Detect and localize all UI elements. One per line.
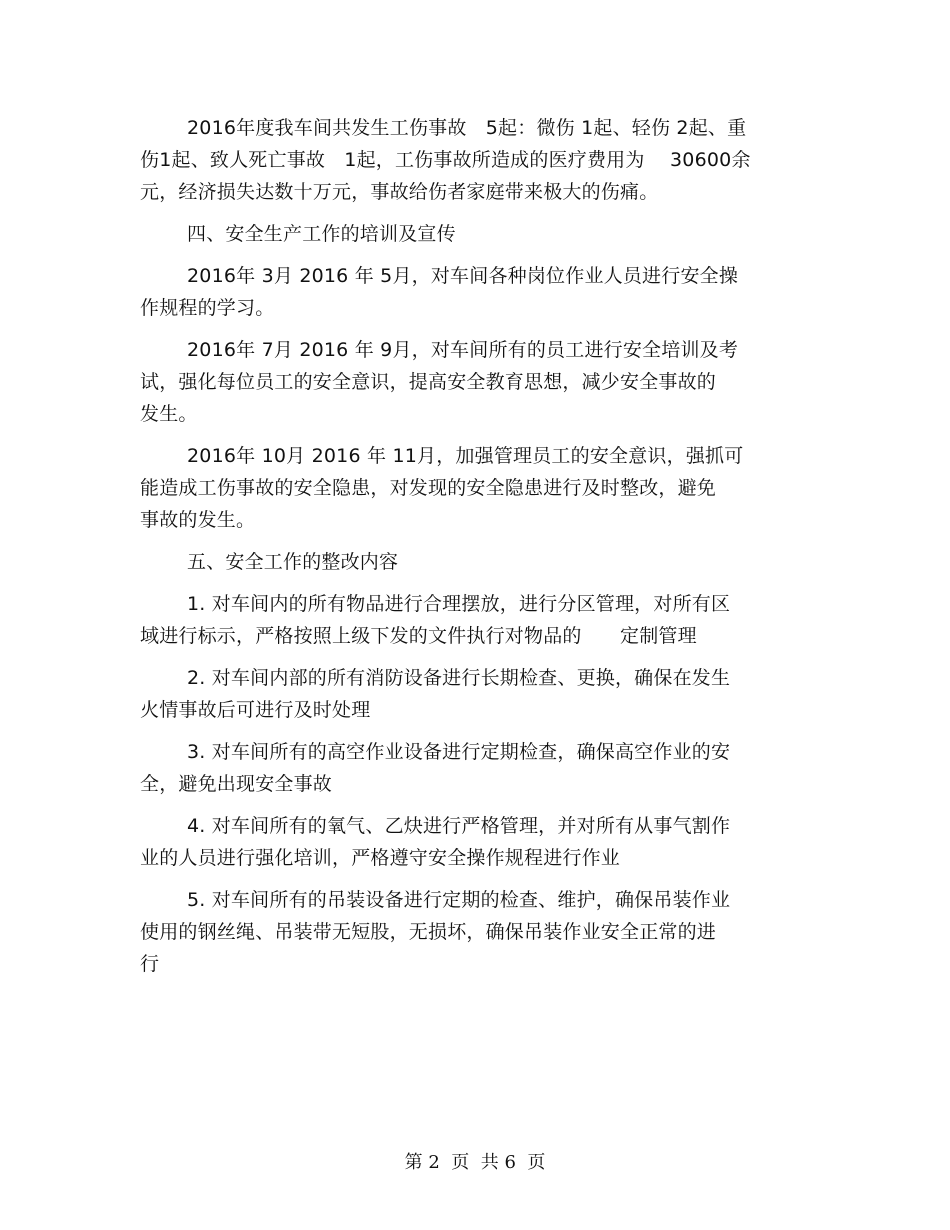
list-item-line: 使用的钢丝绳、吊装带无短股，无损坏，确保吊装作业安全正常的进 [140,921,717,943]
paragraph-line: 2016年 3月 2016 年 5月，对车间各种岗位作业人员进行安全操 [187,265,739,287]
section-heading: 五、安全工作的整改内容 [187,551,399,573]
list-item-line: 行 [140,953,160,975]
section-heading: 四、安全生产工作的培训及宣传 [187,223,456,245]
paragraph-line: 作规程的学习。 [140,297,275,319]
paragraph-line: 元，经济损失达数十万元，事故给伤者家庭带来极大的伤痛。 [140,181,659,203]
paragraph-line: 事故的发生。 [140,509,256,531]
list-item-line: 1. 对车间内的所有物品进行合理摆放，进行分区管理，对所有区 [187,593,731,615]
list-item-line: 3. 对车间所有的高空作业设备进行定期检查，确保高空作业的安 [187,741,731,763]
page-footer: 第 2 页 共 6 页 [404,1152,546,1173]
paragraph-line: 能造成工伤事故的安全隐患，对发现的安全隐患进行及时整改，避免 [140,477,717,499]
paragraph-line: 发生。 [140,403,198,425]
list-item-line: 4. 对车间所有的氧气、乙炔进行严格管理，并对所有从事气割作 [187,815,731,837]
list-item-line: 域进行标示，严格按照上级下发的文件执行对物品的 定制管理 [140,625,697,647]
paragraph-line: 2016年 7月 2016 年 9月，对车间所有的员工进行安全培训及考 [187,339,739,361]
list-item-line: 业的人员进行强化培训，严格遵守安全操作规程进行作业 [140,847,621,869]
paragraph-line: 伤1起、致人死亡事故 1起，工伤事故所造成的医疗费用为 30600余 [140,149,751,171]
paragraph-line: 2016年度我车间共发生工伤事故 5起：微伤 1起、轻伤 2起、重 [187,117,747,139]
paragraph-line: 2016年 10月 2016 年 11月，加强管理员工的安全意识，强抓可 [187,445,744,467]
list-item-line: 5. 对车间所有的吊装设备进行定期的检查、维护，确保吊装作业 [187,889,731,911]
list-item-line: 2. 对车间内部的所有消防设备进行长期检查、更换，确保在发生 [187,667,731,689]
list-item-line: 全，避免出现安全事故 [140,773,333,795]
paragraph-line: 试，强化每位员工的安全意识，提高安全教育思想，减少安全事故的 [140,371,717,393]
document-body [140,112,820,980]
list-item-line: 火情事故后可进行及时处理 [140,699,371,721]
